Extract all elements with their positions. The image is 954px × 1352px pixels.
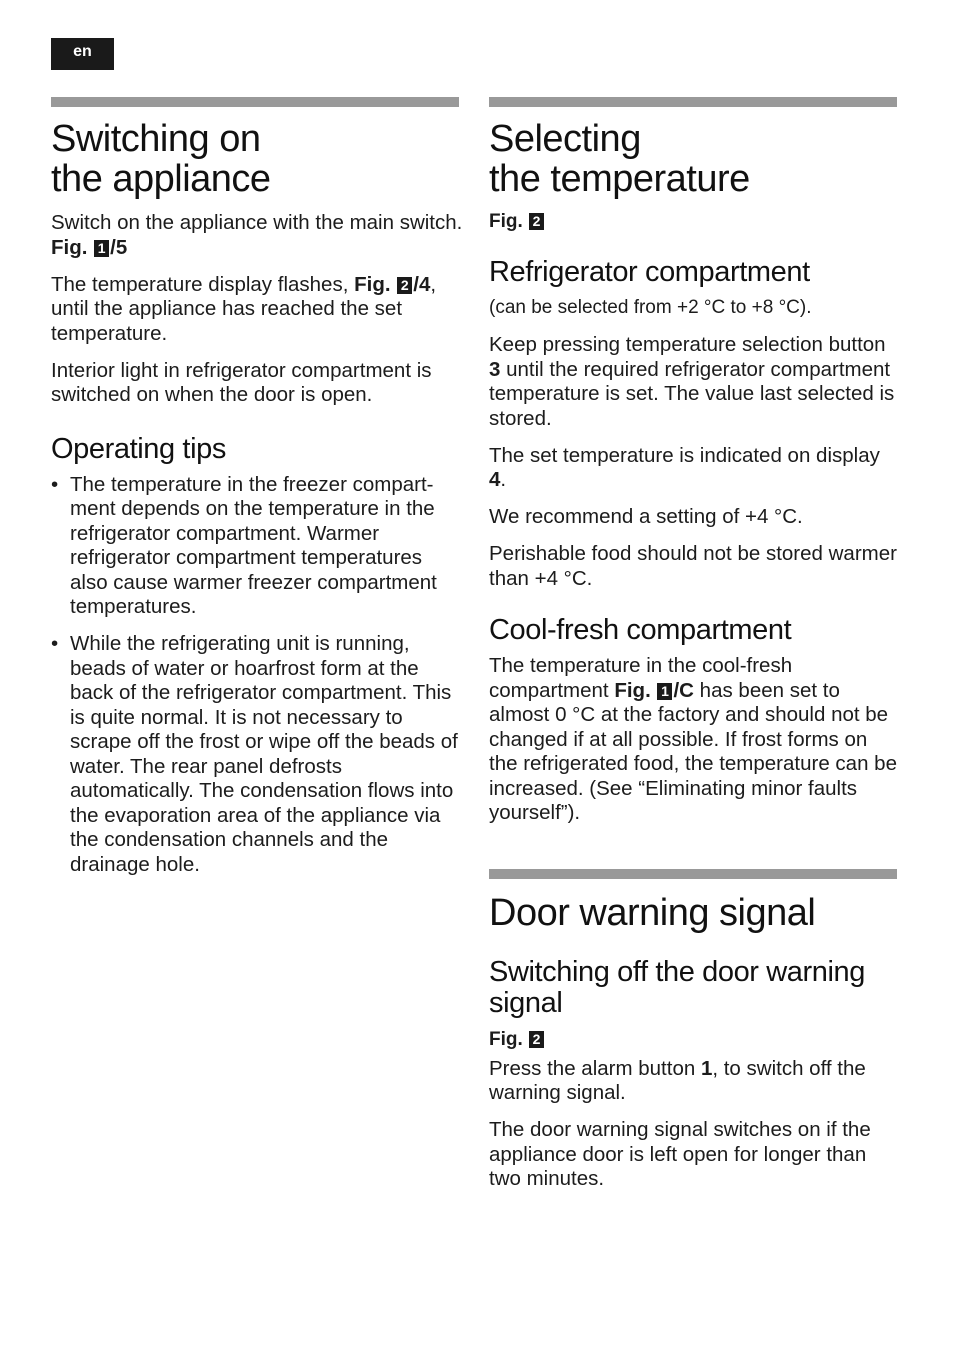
heading-door-warning-signal: Door warning signal	[489, 891, 816, 934]
figure-number-box: 1	[657, 683, 672, 700]
paragraph-perishable: Perishable food should not be stored warmer than +4 °C.	[489, 542, 897, 590]
list-item: • While the refrigerating unit is running, beads of water or hoarfrost form at the back of the refrigerator compartment. This is quite normal. It is not necessary to scrape off the frost or wipe off the beads of water. The rear panel defrosts automatically. The condensation flows into the evaporation area of the appliance via the condensation channels and the drainage hole.	[51, 632, 458, 876]
left-column	[51, 97, 465, 890]
tips-list	[51, 473, 465, 878]
section-divider	[51, 97, 459, 107]
figure-number-box: 2	[397, 277, 412, 294]
paragraph-set-temperature: The set temperature is indicated on display 4.	[489, 443, 880, 491]
paragraph-display-flashes: The temperature display flashes, Fig. 2 /4, until the appliance has reached the set temperature.	[51, 272, 437, 345]
figure-number-box: 1	[94, 240, 109, 257]
figure-number-box: 2	[529, 1031, 544, 1048]
language-tab: en	[51, 38, 114, 70]
paragraph-interior-light: Interior light in refrigerator compartment is switched on when the door is open.	[51, 358, 432, 406]
heading-operating-tips: Operating tips	[51, 432, 226, 465]
section-divider	[489, 97, 897, 107]
heading-refrigerator-compartment: Refrigerator compartment	[489, 256, 810, 288]
figure-reference: Fig. 2	[489, 211, 899, 233]
heading-cool-fresh-compartment: Cool-fresh compartment	[489, 614, 792, 646]
heading-switching-on: Switching on the appliance	[51, 118, 271, 200]
heading-selecting-temperature: Selecting the temperature	[489, 118, 750, 200]
right-column	[489, 97, 899, 1204]
paragraph-cool-fresh: The temperature in the cool-fresh compartment Fig. 1 /C has been set to almost 0 °C at the factory and should not be changed if at all possible. If frost forms on the refrigerated food, the temperature can be increased. (See “Eliminating minor faults yourself”).	[489, 654, 897, 824]
paragraph-main-switch: Switch on the appliance with the main switch. Fig. 1 /5	[51, 211, 463, 259]
paragraph-alarm-button: Press the alarm button 1, to switch off the warning signal.	[489, 1056, 866, 1104]
figure-reference: Fig. 2	[489, 1029, 899, 1051]
paragraph-recommend: We recommend a setting of +4 °C.	[489, 505, 803, 528]
heading-switching-off-door-warning: Switching off the door warning signal	[489, 955, 865, 1019]
list-item: • The temperature in the freezer compart-ment depends on the temperature in the refrigerator compartment. Warmer refrigerator compartment temperatures also cause warmer freezer compartment temperatures.	[51, 472, 437, 618]
section-divider	[489, 869, 897, 879]
figure-number-box: 2	[529, 213, 544, 230]
paragraph-keep-pressing: Keep pressing temperature selection button 3 until the required refrigerator compartment temperature is set. The value last selected is stored.	[489, 333, 895, 430]
paragraph-door-warning-on: The door warning signal switches on if the appliance door is left open for longer than two minutes.	[489, 1118, 871, 1190]
paragraph-temperature-range: (can be selected from +2 °C to +8 °C).	[489, 297, 812, 318]
